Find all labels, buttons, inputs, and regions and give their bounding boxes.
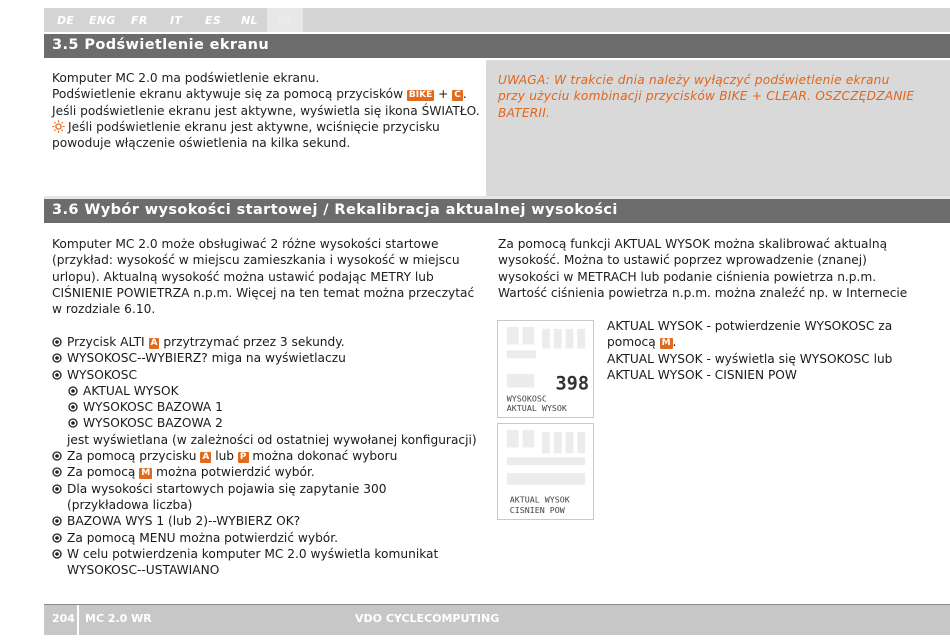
bullet-target-icon [52,337,62,347]
note-line-2: pomocą M . [607,335,677,350]
bullet-target-icon [52,467,62,477]
bullet-target-icon [52,516,62,526]
list-item: W celu potwierdzenia komputer MC 2.0 wyświetla komunikat [52,546,472,562]
bullet-target-icon [68,402,78,412]
lcd-line-1: AKTUAL WYSOK [509,494,570,505]
lcd-screen-2 [498,424,593,519]
lcd-line-1: WYSOKOSC [506,393,547,404]
bullet-target-icon [52,484,62,494]
calibration-line-2: wysokość. Można to ustawić poprzez wprowadzenie (znanej) [498,253,867,268]
calibration-line-4: Wartość ciśnienia powietrza n.p.m. można znaleźć np. w Internecie [498,285,908,300]
lcd-line-2: AKTUAL WYSOK [506,403,567,414]
altitude-intro [52,236,482,317]
list-item: WYSOKOSC--USTAWIANO [67,563,220,578]
list-item: Za pomocą MENU można potwierdzić wybór. [52,530,472,546]
menu-key-icon: M [141,468,151,479]
note-line-1: AKTUAL WYSOK - potwierdzenie WYSOKOSC za [607,319,893,333]
backlight-text [52,70,482,151]
intro-line-2: (przykład: wysokość w miejscu zamieszkania i wysokość w miejscu [52,253,460,268]
list-item: WYSOKOSC [52,367,472,383]
section-title-3-6: 3.6 Wybór wysokości startowej / Rekalibracja aktualnej wysokości [52,202,618,218]
bullet-target-icon [68,386,78,396]
footer-brand: VDO CYCLECOMPUTING [355,612,500,625]
section-header-3-5 [44,34,950,58]
bullet-target-icon [52,353,62,363]
battery-warning: UWAGA: W trakcie dnia należy wyłączyć podświetlenie ekranu przy użyciu kombinacji przycisków BIKE + CLEAR. OSZCZĘDZANIE BATERII. [498,73,915,120]
intro-line-5: w rozdziale 6.10. [52,302,156,317]
page-number: 204 [52,612,75,625]
note-line-4: AKTUAL WYSOK - CISNIEN POW [607,367,797,382]
lcd-ghost-segments [507,430,585,485]
lcd-screen-1 [498,321,593,417]
section-title-3-5: 3.5 Podświetlenie ekranu [52,37,270,53]
lcd-line-2: CISNIEN POW [509,505,565,516]
bullet-target-icon [52,533,62,543]
lang-tab-pl[interactable]: PL [278,14,294,27]
procedure-steps [52,334,477,578]
calibration-line-3: wysokości w METRACH lub podanie ciśnienia powietrza n.p.m. [498,269,877,284]
calibration-line-1: Za pomocą funkcji AKTUAL WYSOK można skalibrować aktualną [498,237,888,251]
list-item: Dla wysokości startowych pojawia się zapytanie 300 [52,481,472,497]
alti-key-icon: A [202,452,210,463]
list-item: (przykładowa liczba) [67,497,193,512]
note-line-3: AKTUAL WYSOK - wyświetla się WYSOKOSC lub [607,351,893,366]
lang-tab-es[interactable]: ES [205,14,222,27]
light-bulb-icon [52,120,65,133]
bullet-target-icon [52,451,62,461]
lang-tab-fr[interactable]: FR [131,14,148,27]
lcd-altitude-value: 398 [555,373,590,395]
calibration-intro [498,236,928,301]
footer-separator [77,605,79,635]
alti-key-icon: A [150,338,158,348]
bullet-target-icon [52,549,62,559]
list-item: Przycisk ALTI A przytrzymać przez 3 sekundy. [52,334,472,350]
backlight-line-4: Jeśli podświetlenie ekranu jest aktywne, wciśnięcie przycisku [52,119,482,135]
intro-line-4: CIŚNIENIE POWIETRZA n.p.m. Więcej na ten temat można przeczytać [52,285,475,300]
list-item: Za pomocą przycisku A lub P można dokonać wyboru [52,448,472,464]
lang-tab-de[interactable]: DE [57,14,75,27]
list-item: AKTUAL WYSOK [52,383,472,399]
lang-tab-it[interactable]: IT [170,14,183,27]
lang-tab-nl[interactable]: NL [241,14,258,27]
list-item: WYSOKOSC BAZOWA 1 [52,399,472,415]
backlight-line-2: Podświetlenie ekranu aktywuje się za pomocą przycisków BIKE + C . [52,87,467,102]
intro-line-3: urlopu). Aktualną wysokość można ustawić podając METRY lub [52,269,434,284]
list-item: jest wyświetlana (w zależności od ostatniej wywołanej konfiguracji) [67,432,477,447]
list-item: BAZOWA WYS 1 (lub 2)--WYBIERZ OK? [52,513,472,529]
backlight-line-5: powoduje włączenie oświetlenia na kilka sekund. [52,136,351,151]
backlight-line-3: Jeśli podświetlenie ekranu jest aktywne, wyświetla się ikona ŚWIATŁO. [52,103,480,118]
lang-tab-eng[interactable]: ENG [89,14,116,27]
section-header-3-6 [44,199,950,223]
bullet-target-icon [52,370,62,380]
list-item: WYSOKOSC BAZOWA 2 [52,415,472,431]
menu-key-icon: M [661,338,671,349]
bike-key-icon: BIKE [408,90,433,101]
plus-key-icon: P [239,452,247,463]
bullet-target-icon [68,418,78,428]
display-notes [607,318,907,383]
footer-model: MC 2.0 WR [85,612,152,625]
list-item: WYSOKOSC--WYBIERZ? miga na wyświetlaczu [52,350,472,366]
lcd-display-air-pressure [497,423,594,520]
backlight-line-1: Komputer MC 2.0 ma podświetlenie ekranu. [52,71,320,85]
list-item: Za pomocą M można potwierdzić wybór. [52,464,472,480]
clear-key-icon: C [454,90,461,101]
lcd-display-current-altitude [497,320,594,418]
intro-line-1: Komputer MC 2.0 może obsługiwać 2 różne wysokości startowe [52,237,439,251]
